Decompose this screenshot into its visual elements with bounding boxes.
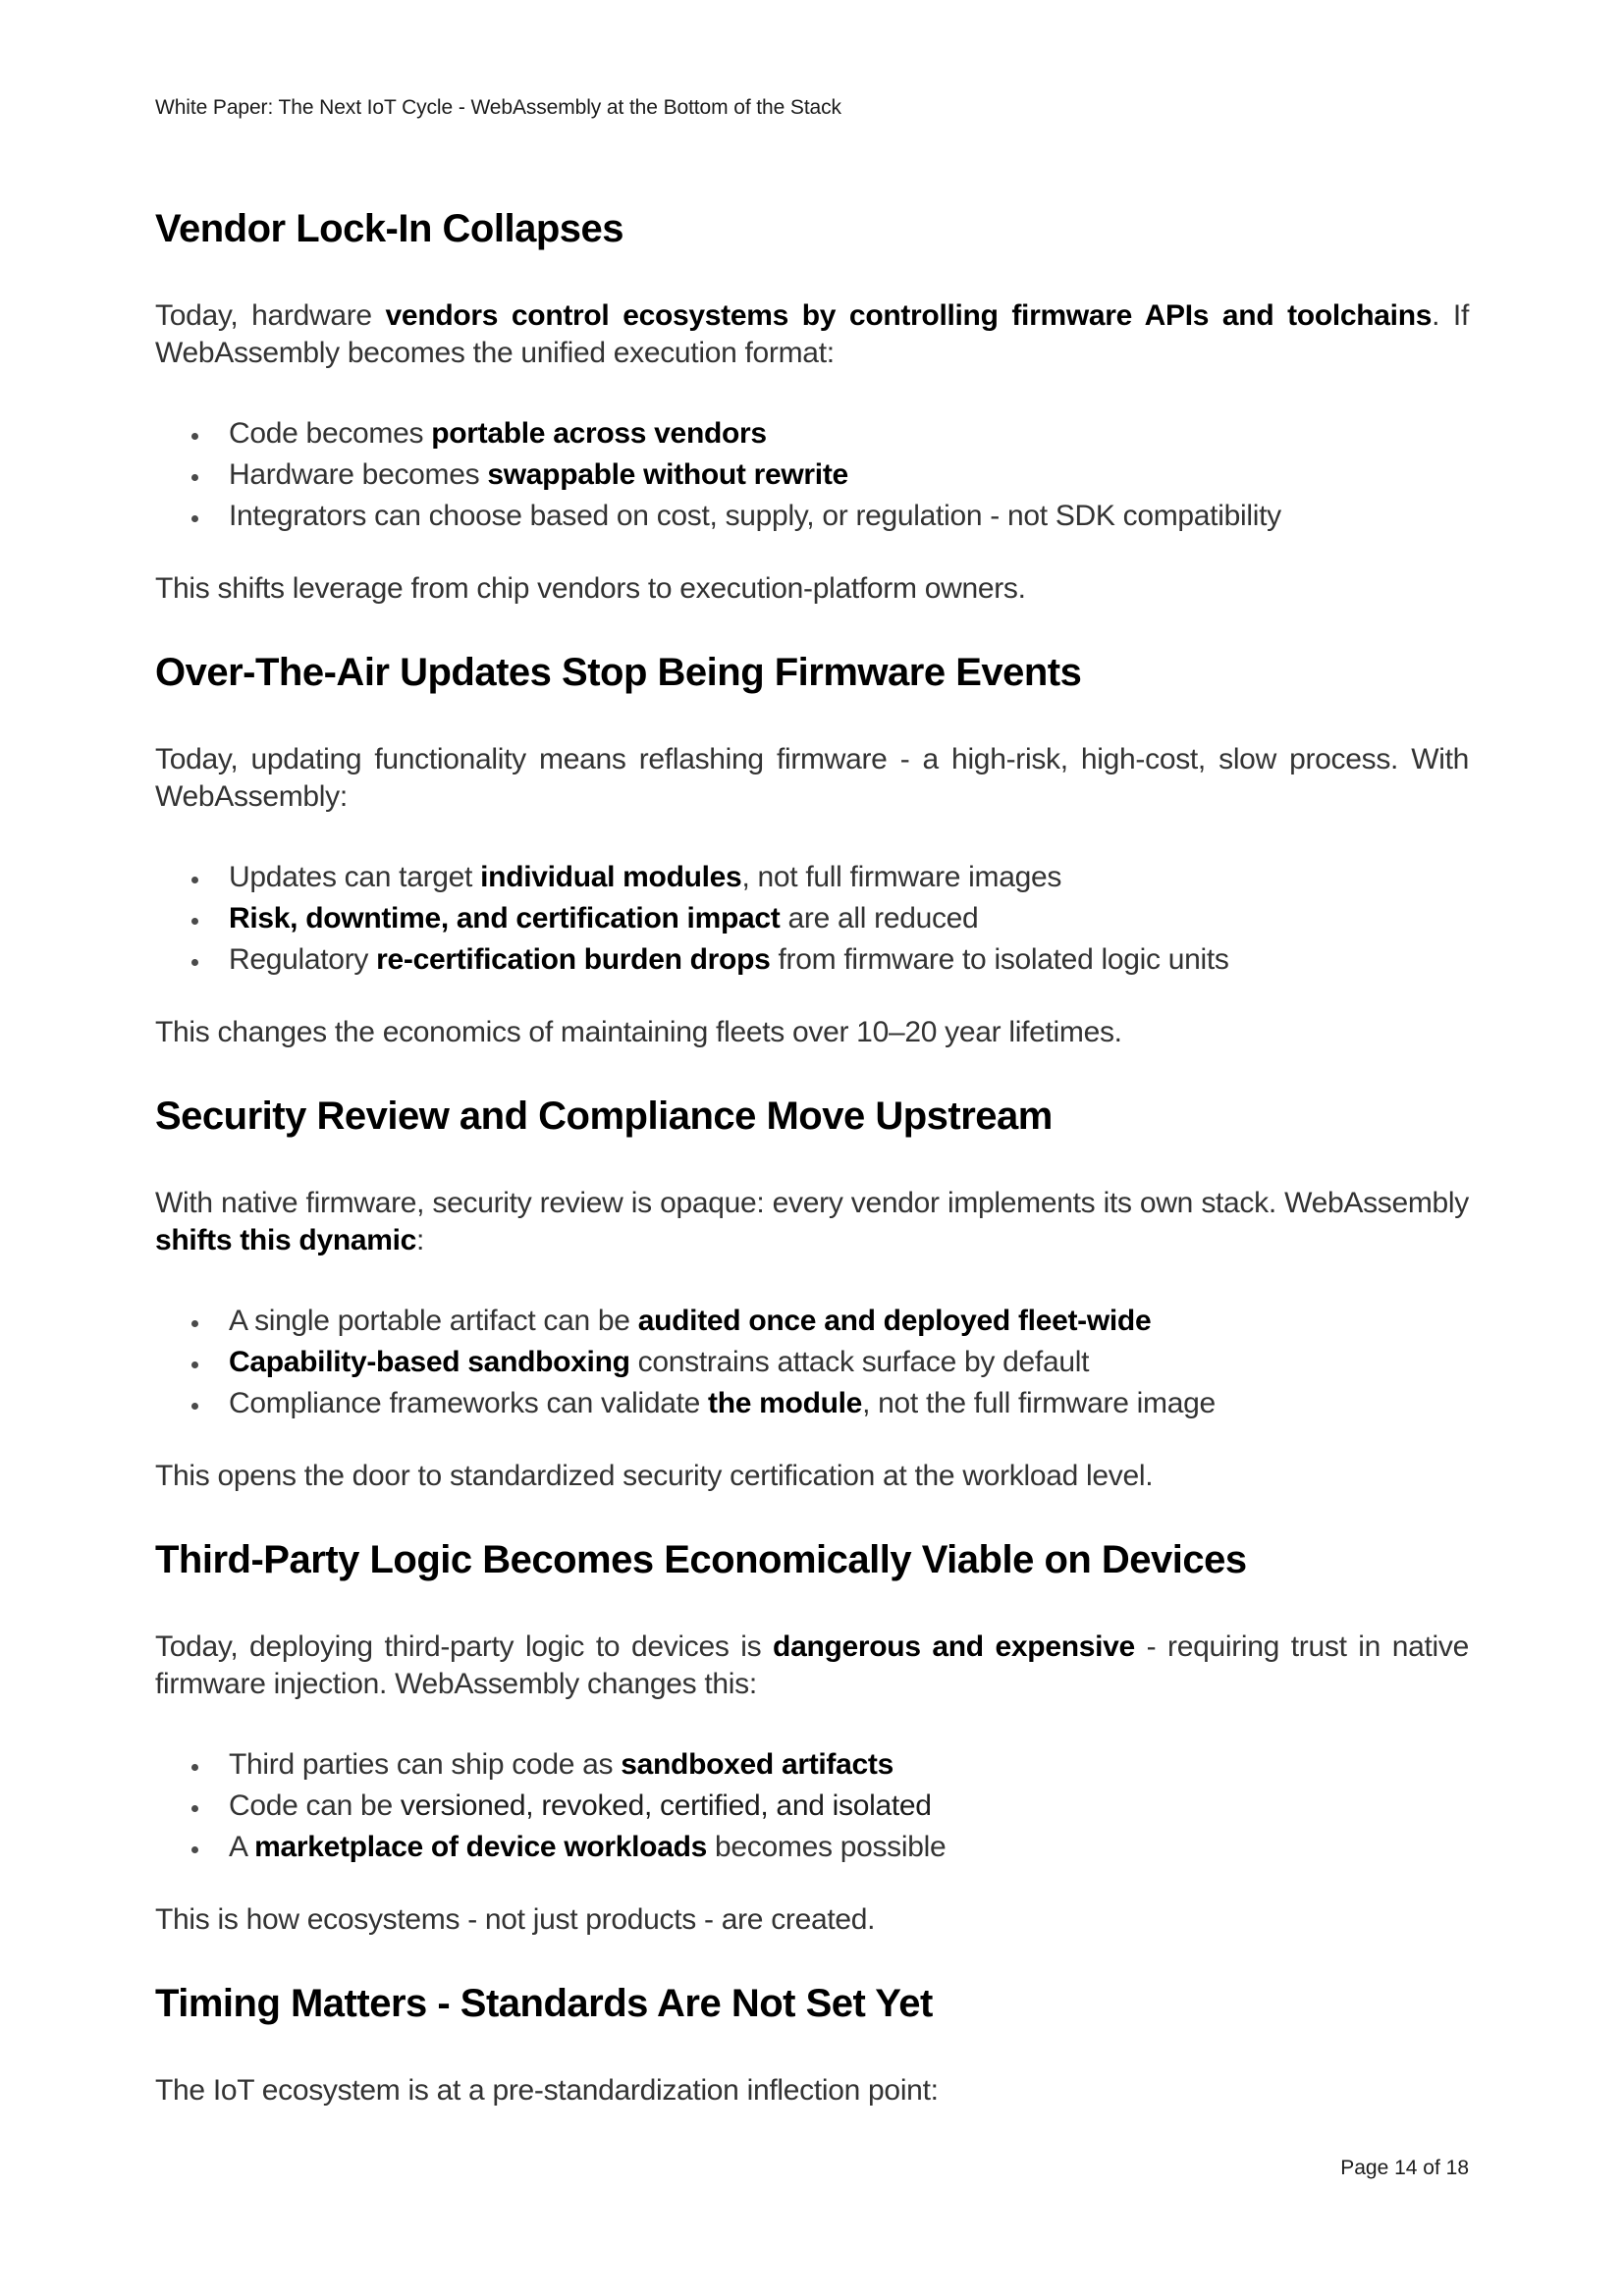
outro-paragraph: This changes the economics of maintaining fleets over 10–20 year lifetimes. — [155, 1016, 1122, 1048]
text-segment: Updates can target — [229, 861, 481, 893]
text-segment: Today, deploying third-party logic to devices is — [155, 1630, 774, 1663]
bullet-item — [155, 1301, 1469, 1342]
text-segment: Code can be — [229, 1789, 401, 1822]
section-heading: Security Review and Compliance Move Upstream — [155, 1095, 1053, 1138]
text-segment: shifts this dynamic — [155, 1224, 417, 1256]
text-segment: marketplace of device workloads — [254, 1831, 707, 1863]
text-segment: from firmware to isolated logic units — [770, 943, 1229, 976]
text-segment: audited once and deployed fleet-wide — [637, 1305, 1152, 1337]
bullet-item — [155, 496, 1469, 537]
text-segment: Third parties can ship code as — [229, 1748, 622, 1781]
outro-paragraph: This shifts leverage from chip vendors to execution-platform owners. — [155, 572, 1026, 605]
text-segment: vendors control ecosystems by controlling firmware APIs and toolchains — [385, 299, 1433, 332]
bullet-list — [155, 413, 1469, 537]
text-segment: A single portable artifact can be — [229, 1305, 638, 1337]
text-segment: Integrators can choose based on cost, supply, or regulation - not SDK compatibility — [229, 500, 1281, 532]
text-segment: Hardware becomes — [229, 458, 488, 491]
text-segment: The IoT ecosystem is at a pre-standardization inflection point: — [155, 2074, 939, 2107]
text-segment: Code becomes — [229, 417, 432, 450]
intro-paragraph — [155, 1629, 1469, 1703]
bullet-item — [155, 1342, 1469, 1383]
bullet-list — [155, 1744, 1469, 1868]
bullet-item — [155, 1827, 1469, 1868]
intro-paragraph — [155, 741, 1469, 816]
text-segment: the module — [708, 1387, 863, 1419]
bullet-item — [155, 898, 1469, 939]
bullet-item — [155, 857, 1469, 898]
text-segment: Regulatory — [229, 943, 377, 976]
section-security-review — [155, 1093, 1469, 1495]
text-segment: becomes possible — [707, 1831, 947, 1863]
text-segment: swappable without rewrite — [487, 458, 848, 491]
text-segment: individual modules — [480, 861, 742, 893]
text-segment: Today, hardware — [155, 299, 386, 332]
text-segment: versioned, revoked, certified, and isolated — [400, 1789, 932, 1822]
section-third-party-logic — [155, 1536, 1469, 1939]
section-timing-matters — [155, 1980, 1469, 2109]
bullet-item — [155, 1744, 1469, 1786]
section-heading: Over-The-Air Updates Stop Being Firmware Events — [155, 651, 1082, 694]
intro-paragraph — [155, 1185, 1469, 1259]
bullet-item — [155, 454, 1469, 496]
text-segment: With native firmware, security review is opaque: every vendor implements its own stack. WebAssembly — [155, 1187, 1469, 1219]
text-segment: re-certification burden drops — [376, 943, 771, 976]
page-header-text: White Paper: The Next IoT Cycle - WebAssembly at the Bottom of the Stack — [155, 96, 841, 119]
bullet-item — [155, 413, 1469, 454]
intro-paragraph — [155, 297, 1469, 372]
section-vendor-lock-in — [155, 205, 1469, 608]
text-segment: . If WebAssembly becomes the unified execution format: — [155, 299, 1469, 369]
text-segment: - requiring trust in native firmware injection. WebAssembly changes this: — [155, 1630, 1469, 1700]
text-segment: dangerous and expensive — [773, 1630, 1135, 1663]
bullet-list — [155, 1301, 1469, 1424]
text-segment: , not the full firmware image — [862, 1387, 1216, 1419]
text-segment: are all reduced — [780, 902, 979, 934]
intro-paragraph — [155, 2072, 1469, 2109]
section-heading: Third-Party Logic Becomes Economically Viable on Devices — [155, 1538, 1247, 1581]
text-segment: : — [416, 1224, 425, 1256]
text-segment: constrains attack surface by default — [629, 1346, 1090, 1378]
text-segment: Today, updating functionality means reflashing firmware - a high-risk, high-cost, slow process. With WebAssembly: — [155, 743, 1469, 813]
text-segment: Risk, downtime, and certification impact — [229, 902, 781, 934]
text-segment: portable across vendors — [431, 417, 767, 450]
bullet-list — [155, 857, 1469, 981]
section-heading: Vendor Lock-In Collapses — [155, 207, 624, 250]
bullet-item — [155, 1786, 1469, 1827]
text-segment: Capability-based sandboxing — [229, 1346, 630, 1378]
outro-paragraph: This is how ecosystems - not just products - are created. — [155, 1903, 876, 1936]
section-heading: Timing Matters - Standards Are Not Set Yet — [155, 1982, 933, 2025]
text-segment: Compliance frameworks can validate — [229, 1387, 709, 1419]
bullet-item — [155, 939, 1469, 981]
outro-paragraph: This opens the door to standardized security certification at the workload level. — [155, 1460, 1154, 1492]
text-segment: A — [229, 1831, 255, 1863]
page-number: Page 14 of 18 — [1340, 2157, 1469, 2179]
bullet-item — [155, 1383, 1469, 1424]
text-segment: sandboxed artifacts — [621, 1748, 893, 1781]
section-ota-updates — [155, 649, 1469, 1051]
text-segment: , not full firmware images — [741, 861, 1062, 893]
